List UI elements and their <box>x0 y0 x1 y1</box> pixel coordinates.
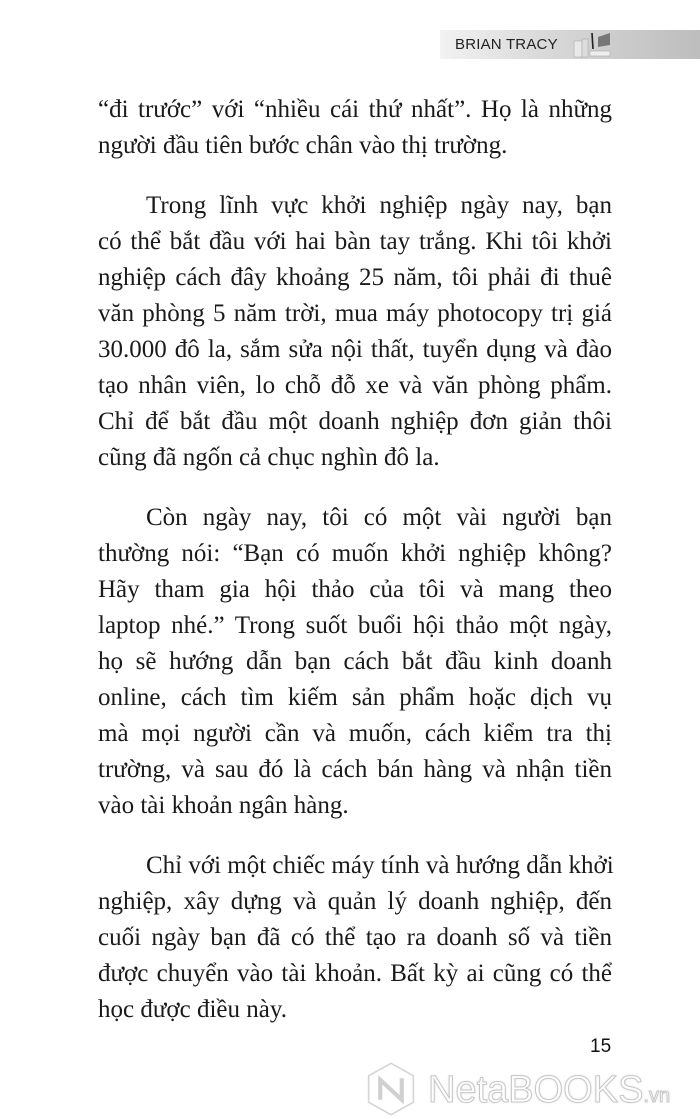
text-line: nghiệp, xây dựng và quản lý doanh nghiệp, đến <box>98 888 612 915</box>
text-line: học được điều này. <box>98 996 287 1023</box>
text-line: thường nói: “Bạn có muốn khởi nghiệp không? <box>98 540 612 567</box>
running-header-author: BRIAN TRACY <box>455 36 558 53</box>
watermark-suffix: .vn <box>643 1085 671 1107</box>
paragraph <box>98 188 612 476</box>
text-line: 30.000 đô la, sắm sửa nội thất, tuyển dụng và đào <box>98 336 612 363</box>
text-line: người đầu tiên bước chân vào thị trường. <box>98 132 508 159</box>
text-line: họ sẽ hướng dẫn bạn cách bắt đầu kinh doanh <box>98 648 612 675</box>
paragraph <box>98 848 612 1028</box>
text-line: có thể bắt đầu với hai bàn tay trắng. Khi tôi khởi <box>98 228 612 255</box>
text-line: Chỉ với một chiếc máy tính và hướng dẫn khởi <box>146 852 614 879</box>
text-line: Trong lĩnh vực khởi nghiệp ngày nay, bạn <box>146 192 612 219</box>
text-line: Chỉ để bắt đầu một doanh nghiệp đơn giản thôi <box>98 408 612 435</box>
text-line: online, cách tìm kiếm sản phẩm hoặc dịch vụ <box>98 684 612 711</box>
paragraph <box>98 500 612 824</box>
watermark-text <box>428 1068 670 1118</box>
text-line: vào tài khoản ngân hàng. <box>98 792 349 819</box>
text-line: Hãy tham gia hội thảo của tôi và mang theo <box>98 576 612 603</box>
text-line: laptop nhé.” Trong suốt buổi hội thảo một ngày, <box>98 612 612 639</box>
text-line: mà mọi người cần và muốn, cách kiểm tra thị <box>98 720 612 747</box>
body-text <box>98 92 612 1052</box>
text-line: “đi trước” với “nhiều cái thứ nhất”. Họ là những <box>98 96 612 123</box>
text-line: văn phòng 5 năm trời, mua máy photocopy trị giá <box>98 300 612 327</box>
netabooks-watermark <box>362 1060 700 1118</box>
page-number: 15 <box>590 1036 612 1057</box>
text-line: Còn ngày nay, tôi có một vài người bạn <box>146 504 612 531</box>
text-line: nghiệp cách đây khoảng 25 năm, tôi phải đi thuê <box>98 264 612 291</box>
text-line: cuối ngày bạn đã có thể tạo ra doanh số và tiền <box>98 924 612 951</box>
desk-papers-icon <box>572 31 612 59</box>
text-line: trường, và sau đó là cách bán hàng và nhận tiền <box>98 756 612 783</box>
text-line: tạo nhân viên, lo chỗ đỗ xe và văn phòng phẩm. <box>98 372 612 399</box>
netabooks-logo-icon <box>362 1060 420 1118</box>
text-line: cũng đã ngốn cả chục nghìn đô la. <box>98 444 440 471</box>
paragraph <box>98 92 612 164</box>
text-line: được chuyển vào tài khoản. Bất kỳ ai cũng có thể <box>98 960 612 987</box>
watermark-brand: NetaBOOKS <box>428 1069 644 1111</box>
